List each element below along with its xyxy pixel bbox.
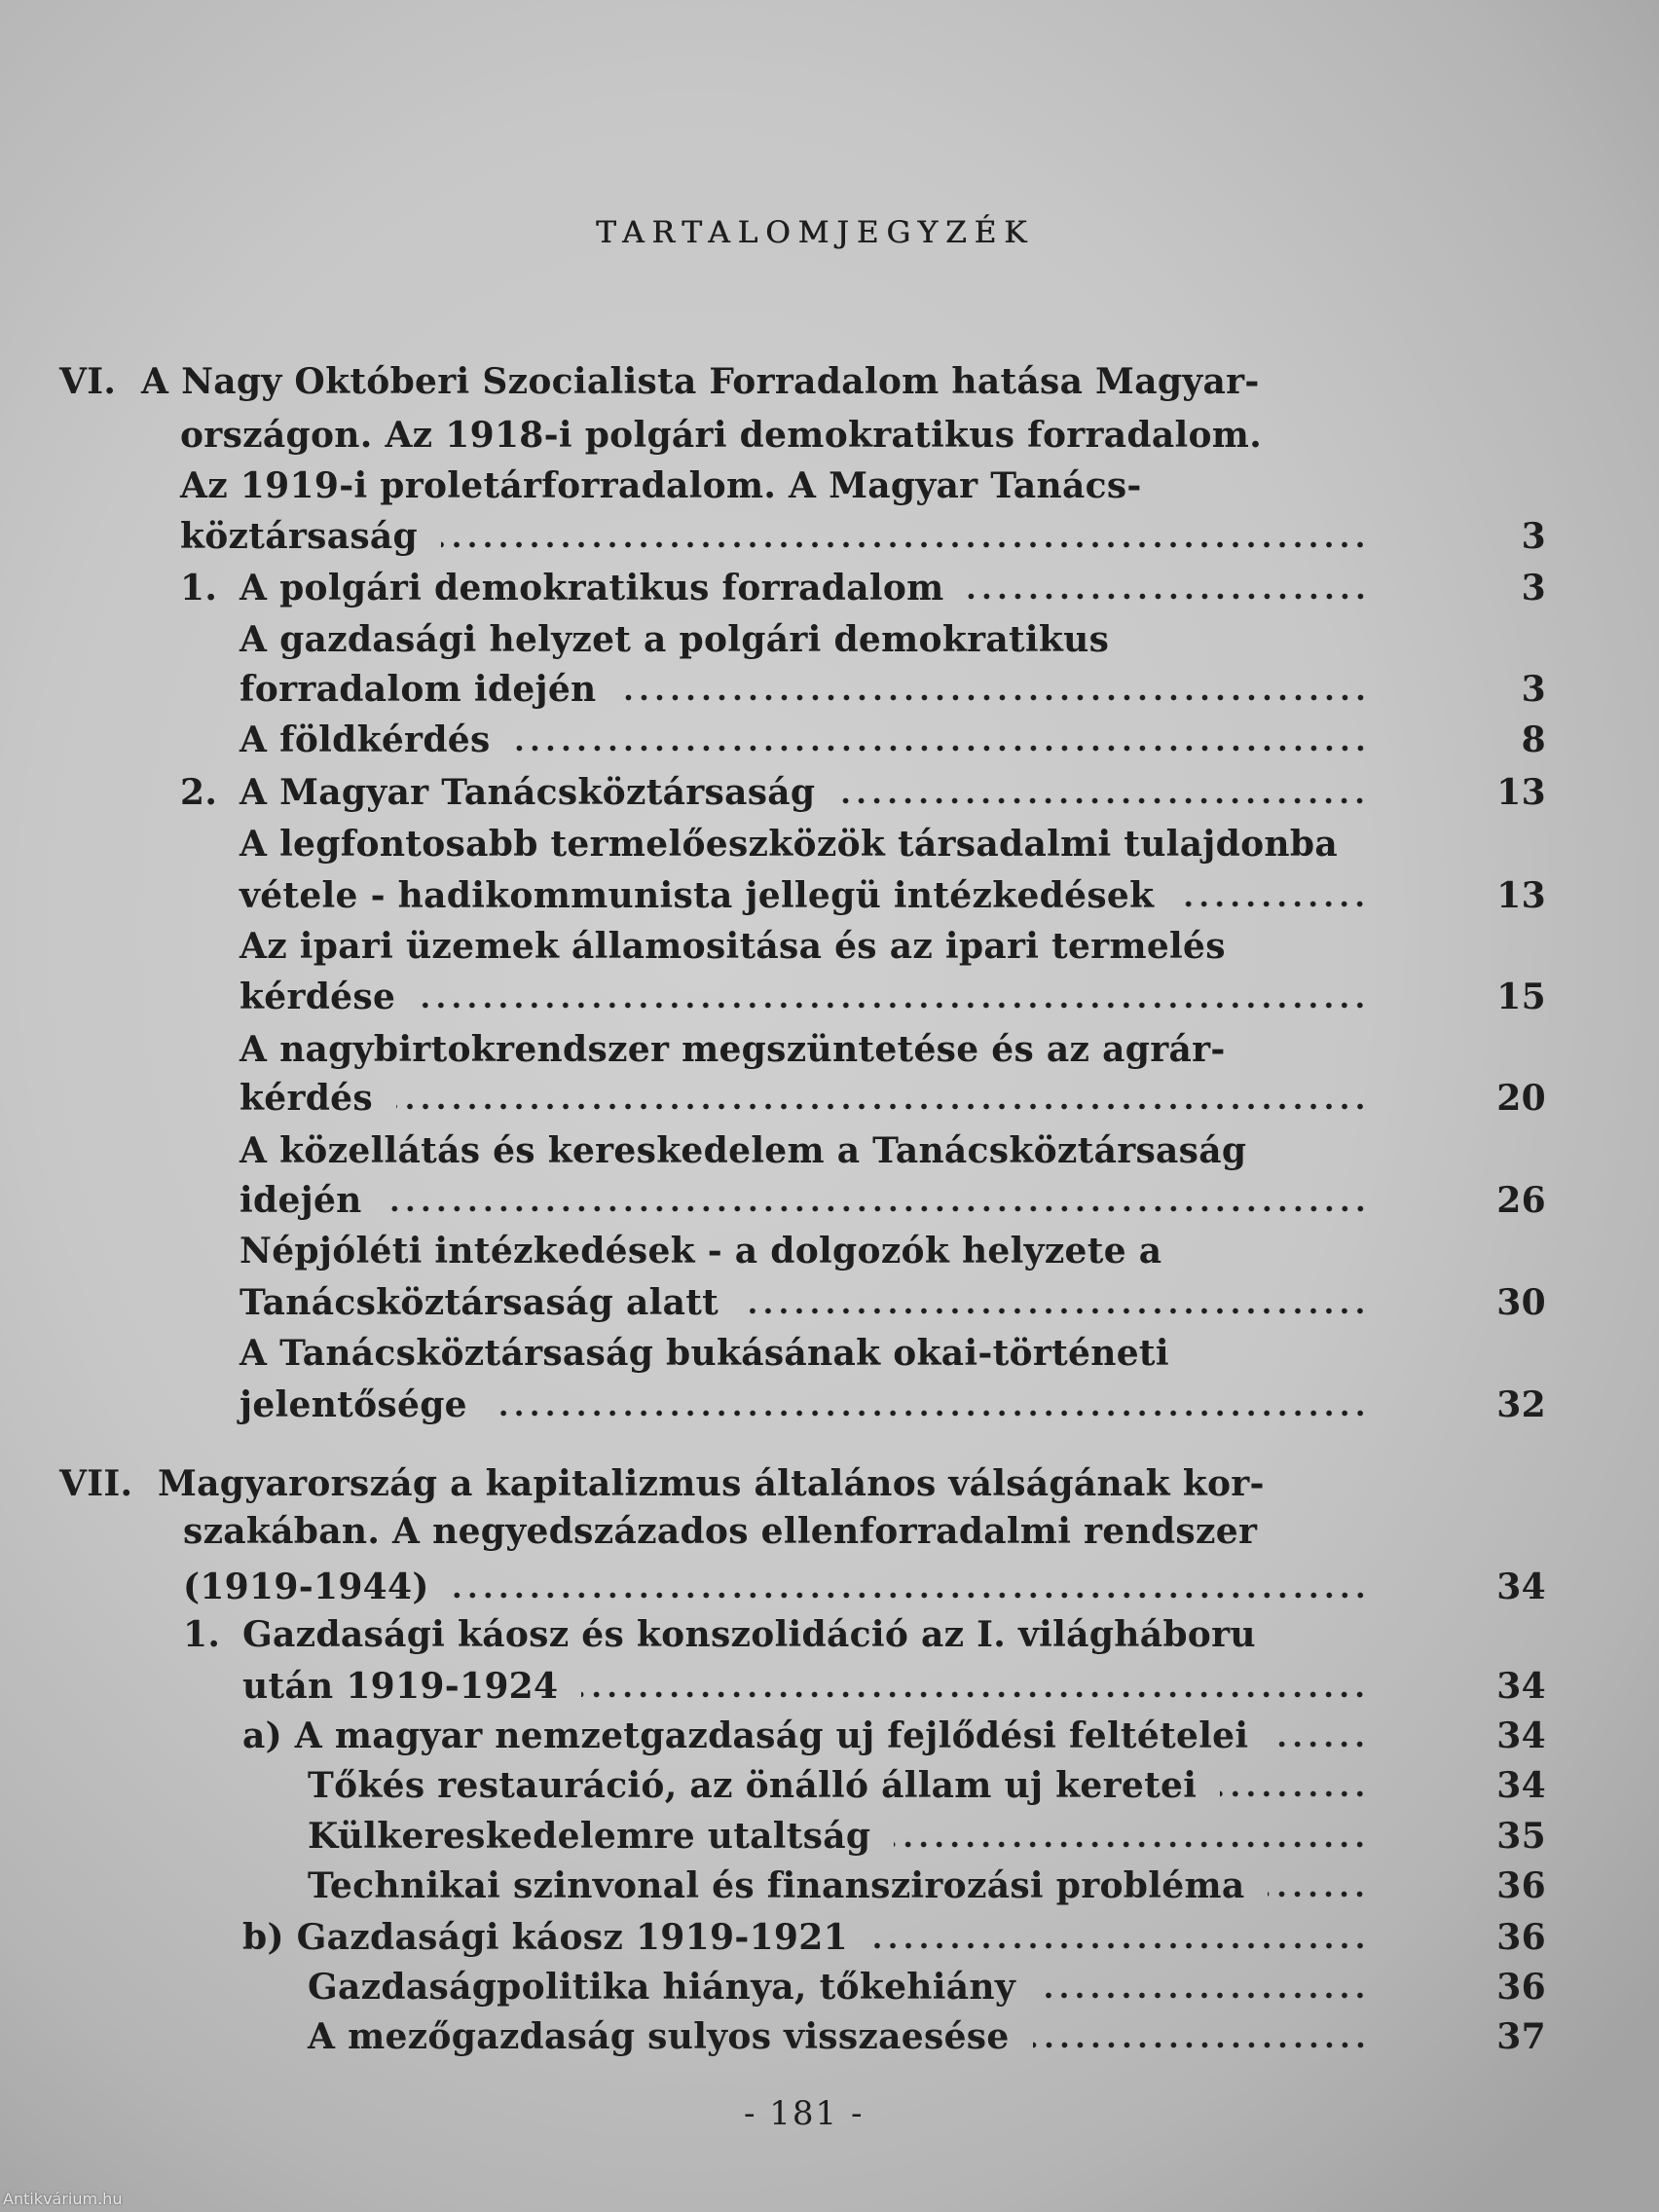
dot-leader	[1177, 901, 1368, 907]
toc-entry-text: Tőkés restauráció, az önálló állam uj keretei	[308, 1765, 1198, 1806]
toc-page-number: 26	[1496, 1180, 1546, 1221]
toc-entry-text: Az ipari üzemek államositása és az ipari termelés	[240, 926, 1226, 967]
toc-entry-text: A közellátás és kereskedelem a Tanácsköztársaság	[240, 1130, 1247, 1171]
toc-page-number: 8	[1521, 719, 1546, 760]
toc-line	[240, 870, 1546, 921]
toc-entry-text: A Magyar Tanácsköztársaság	[240, 772, 816, 813]
toc-line	[180, 563, 1546, 613]
toc-entry-text: A Tanácsköztársaság bukásának okai-történeti	[240, 1333, 1169, 1374]
toc-entry-text: a) A magyar nemzetgazdaság uj fejlődési feltételei	[242, 1715, 1249, 1756]
dot-leader	[1039, 1992, 1368, 1999]
dot-leader	[396, 1103, 1368, 1110]
toc-line	[180, 410, 1262, 461]
dot-leader	[1268, 1891, 1368, 1898]
toc-line	[59, 356, 1260, 407]
toc-line	[308, 1962, 1546, 2012]
section-number: 2.	[180, 772, 218, 813]
dot-leader	[894, 1841, 1368, 1848]
toc-page-number: 37	[1496, 2016, 1546, 2057]
dot-leader	[1220, 1790, 1368, 1797]
toc-entry-text: A legfontosabb termelőeszközök társadalmi tulajdonba	[240, 824, 1338, 865]
toc-entry-text: vétele - hadikommunista jellegü intézkedések	[240, 875, 1155, 916]
toc-entry-text: Magyarország a kapitalizmus általános válságának kor-	[158, 1463, 1265, 1504]
toc-entry-text: jelentősége	[240, 1384, 467, 1425]
chapter-number: VI.	[59, 361, 117, 402]
toc-entry-text: A Nagy Októberi Szocialista Forradalom hatása Magyar-	[141, 361, 1260, 402]
toc-page-number: 3	[1521, 568, 1546, 608]
toc-page-number: 34	[1496, 1666, 1546, 1707]
toc-entry-text: forradalom idején	[240, 669, 597, 710]
dot-leader	[441, 541, 1368, 548]
toc-line	[242, 1912, 1546, 1963]
toc-line	[183, 1506, 1257, 1557]
toc-line	[240, 1125, 1246, 1176]
dot-leader	[419, 1002, 1368, 1009]
page-number-footer: - 181 -	[744, 2094, 865, 2133]
toc-line	[183, 1562, 1546, 1612]
toc-page-number: 3	[1521, 669, 1546, 710]
toc-page-number: 36	[1496, 1865, 1546, 1906]
dot-leader	[386, 1205, 1368, 1212]
toc-entry-text: (1919-1944)	[183, 1567, 429, 1607]
toc-entry-text: kérdése	[240, 977, 396, 1017]
toc-entry-text: b) Gazdasági káosz 1919-1921	[242, 1917, 848, 1958]
toc-line	[240, 1380, 1546, 1430]
toc-line	[240, 614, 1109, 665]
toc-entry-text: A földkérdés	[240, 719, 491, 760]
toc-page-number: 32	[1496, 1384, 1546, 1425]
chapter-number: VII.	[59, 1463, 133, 1504]
toc-line	[180, 767, 1546, 818]
toc-page-number: 13	[1496, 875, 1546, 916]
toc-line	[240, 1277, 1546, 1328]
toc-line	[240, 972, 1546, 1022]
toc-entry-text: Gazdaságpolitika hiánya, tőkehiány	[308, 1967, 1016, 2008]
toc-line	[240, 1073, 1546, 1124]
toc-line	[308, 1811, 1546, 1862]
toc-line	[308, 1760, 1546, 1811]
toc-line	[240, 1328, 1169, 1379]
toc-line	[240, 819, 1338, 869]
dot-leader	[742, 1308, 1368, 1314]
toc-page-number: 36	[1496, 1967, 1546, 2008]
toc-line	[240, 1226, 1161, 1276]
toc-line	[180, 511, 1546, 562]
toc-entry-text: Gazdasági káosz és konszolidáció az I. világháboru	[242, 1614, 1256, 1655]
dot-leader	[1033, 2042, 1368, 2048]
section-number: 1.	[183, 1614, 221, 1655]
toc-page-number: 34	[1496, 1715, 1546, 1756]
toc-line	[242, 1661, 1546, 1712]
toc-line	[240, 1024, 1226, 1075]
toc-page-number: 36	[1496, 1917, 1546, 1958]
toc-line	[308, 1861, 1546, 1911]
toc-entry-text: Külkereskedelemre utaltság	[308, 1816, 871, 1857]
toc-page-number: 30	[1496, 1282, 1546, 1323]
page-title: TARTALOMJEGYZÉK	[596, 215, 1035, 250]
dot-leader	[838, 797, 1368, 804]
toc-entry-text: szakában. A negyedszázados ellenforradalmi rendszer	[183, 1511, 1258, 1552]
toc-entry-text: idején	[240, 1180, 362, 1221]
dot-leader	[514, 745, 1368, 752]
toc-line	[240, 664, 1546, 715]
dot-leader	[581, 1691, 1368, 1698]
toc-entry-text: Népjóléti intézkedések - a dolgozók helyzete a	[240, 1231, 1162, 1272]
dot-leader	[968, 593, 1368, 600]
toc-line	[308, 2011, 1546, 2062]
toc-line	[242, 1711, 1546, 1761]
toc-line	[59, 1458, 1265, 1509]
toc-line	[240, 921, 1226, 972]
toc-line	[240, 715, 1546, 765]
toc-line	[240, 1175, 1546, 1226]
dot-leader	[620, 694, 1368, 701]
toc-entry-text: után 1919-1924	[242, 1666, 559, 1707]
dot-leader	[1272, 1741, 1368, 1748]
toc-page-number: 15	[1496, 977, 1546, 1017]
dot-leader	[453, 1592, 1368, 1599]
toc-line	[180, 461, 1142, 511]
toc-entry-text: A gazdasági helyzet a polgári demokratikus	[240, 619, 1110, 660]
toc-page-number: 3	[1521, 516, 1546, 557]
toc-page-number: 20	[1496, 1078, 1546, 1119]
toc-entry-text: Az 1919-i proletárforradalom. A Magyar Tanács-	[180, 465, 1142, 506]
toc-entry-text: A mezőgazdaság sulyos visszaesése	[308, 2016, 1010, 2057]
toc-page-number: 13	[1496, 772, 1546, 813]
toc-entry-text: A polgári demokratikus forradalom	[240, 568, 944, 608]
toc-page-number: 34	[1496, 1765, 1546, 1806]
dot-leader	[491, 1410, 1368, 1417]
dot-leader	[871, 1942, 1368, 1949]
toc-page-number: 34	[1496, 1567, 1546, 1607]
toc-entry-text: Tanácsköztársaság alatt	[240, 1282, 719, 1323]
toc-entry-text: országon. Az 1918-i polgári demokratikus forradalom.	[180, 415, 1263, 456]
section-number: 1.	[180, 568, 218, 608]
toc-entry-text: A nagybirtokrendszer megszüntetése és az agrár-	[240, 1029, 1226, 1070]
toc-line	[183, 1609, 1256, 1660]
toc-entry-text: Technikai szinvonal és finanszirozási probléma	[308, 1865, 1245, 1906]
toc-entry-text: köztársaság	[180, 516, 418, 557]
watermark: Antikvárium.hu	[3, 2190, 123, 2208]
toc-entry-text: kérdés	[240, 1078, 373, 1119]
toc-page-number: 35	[1496, 1816, 1546, 1857]
